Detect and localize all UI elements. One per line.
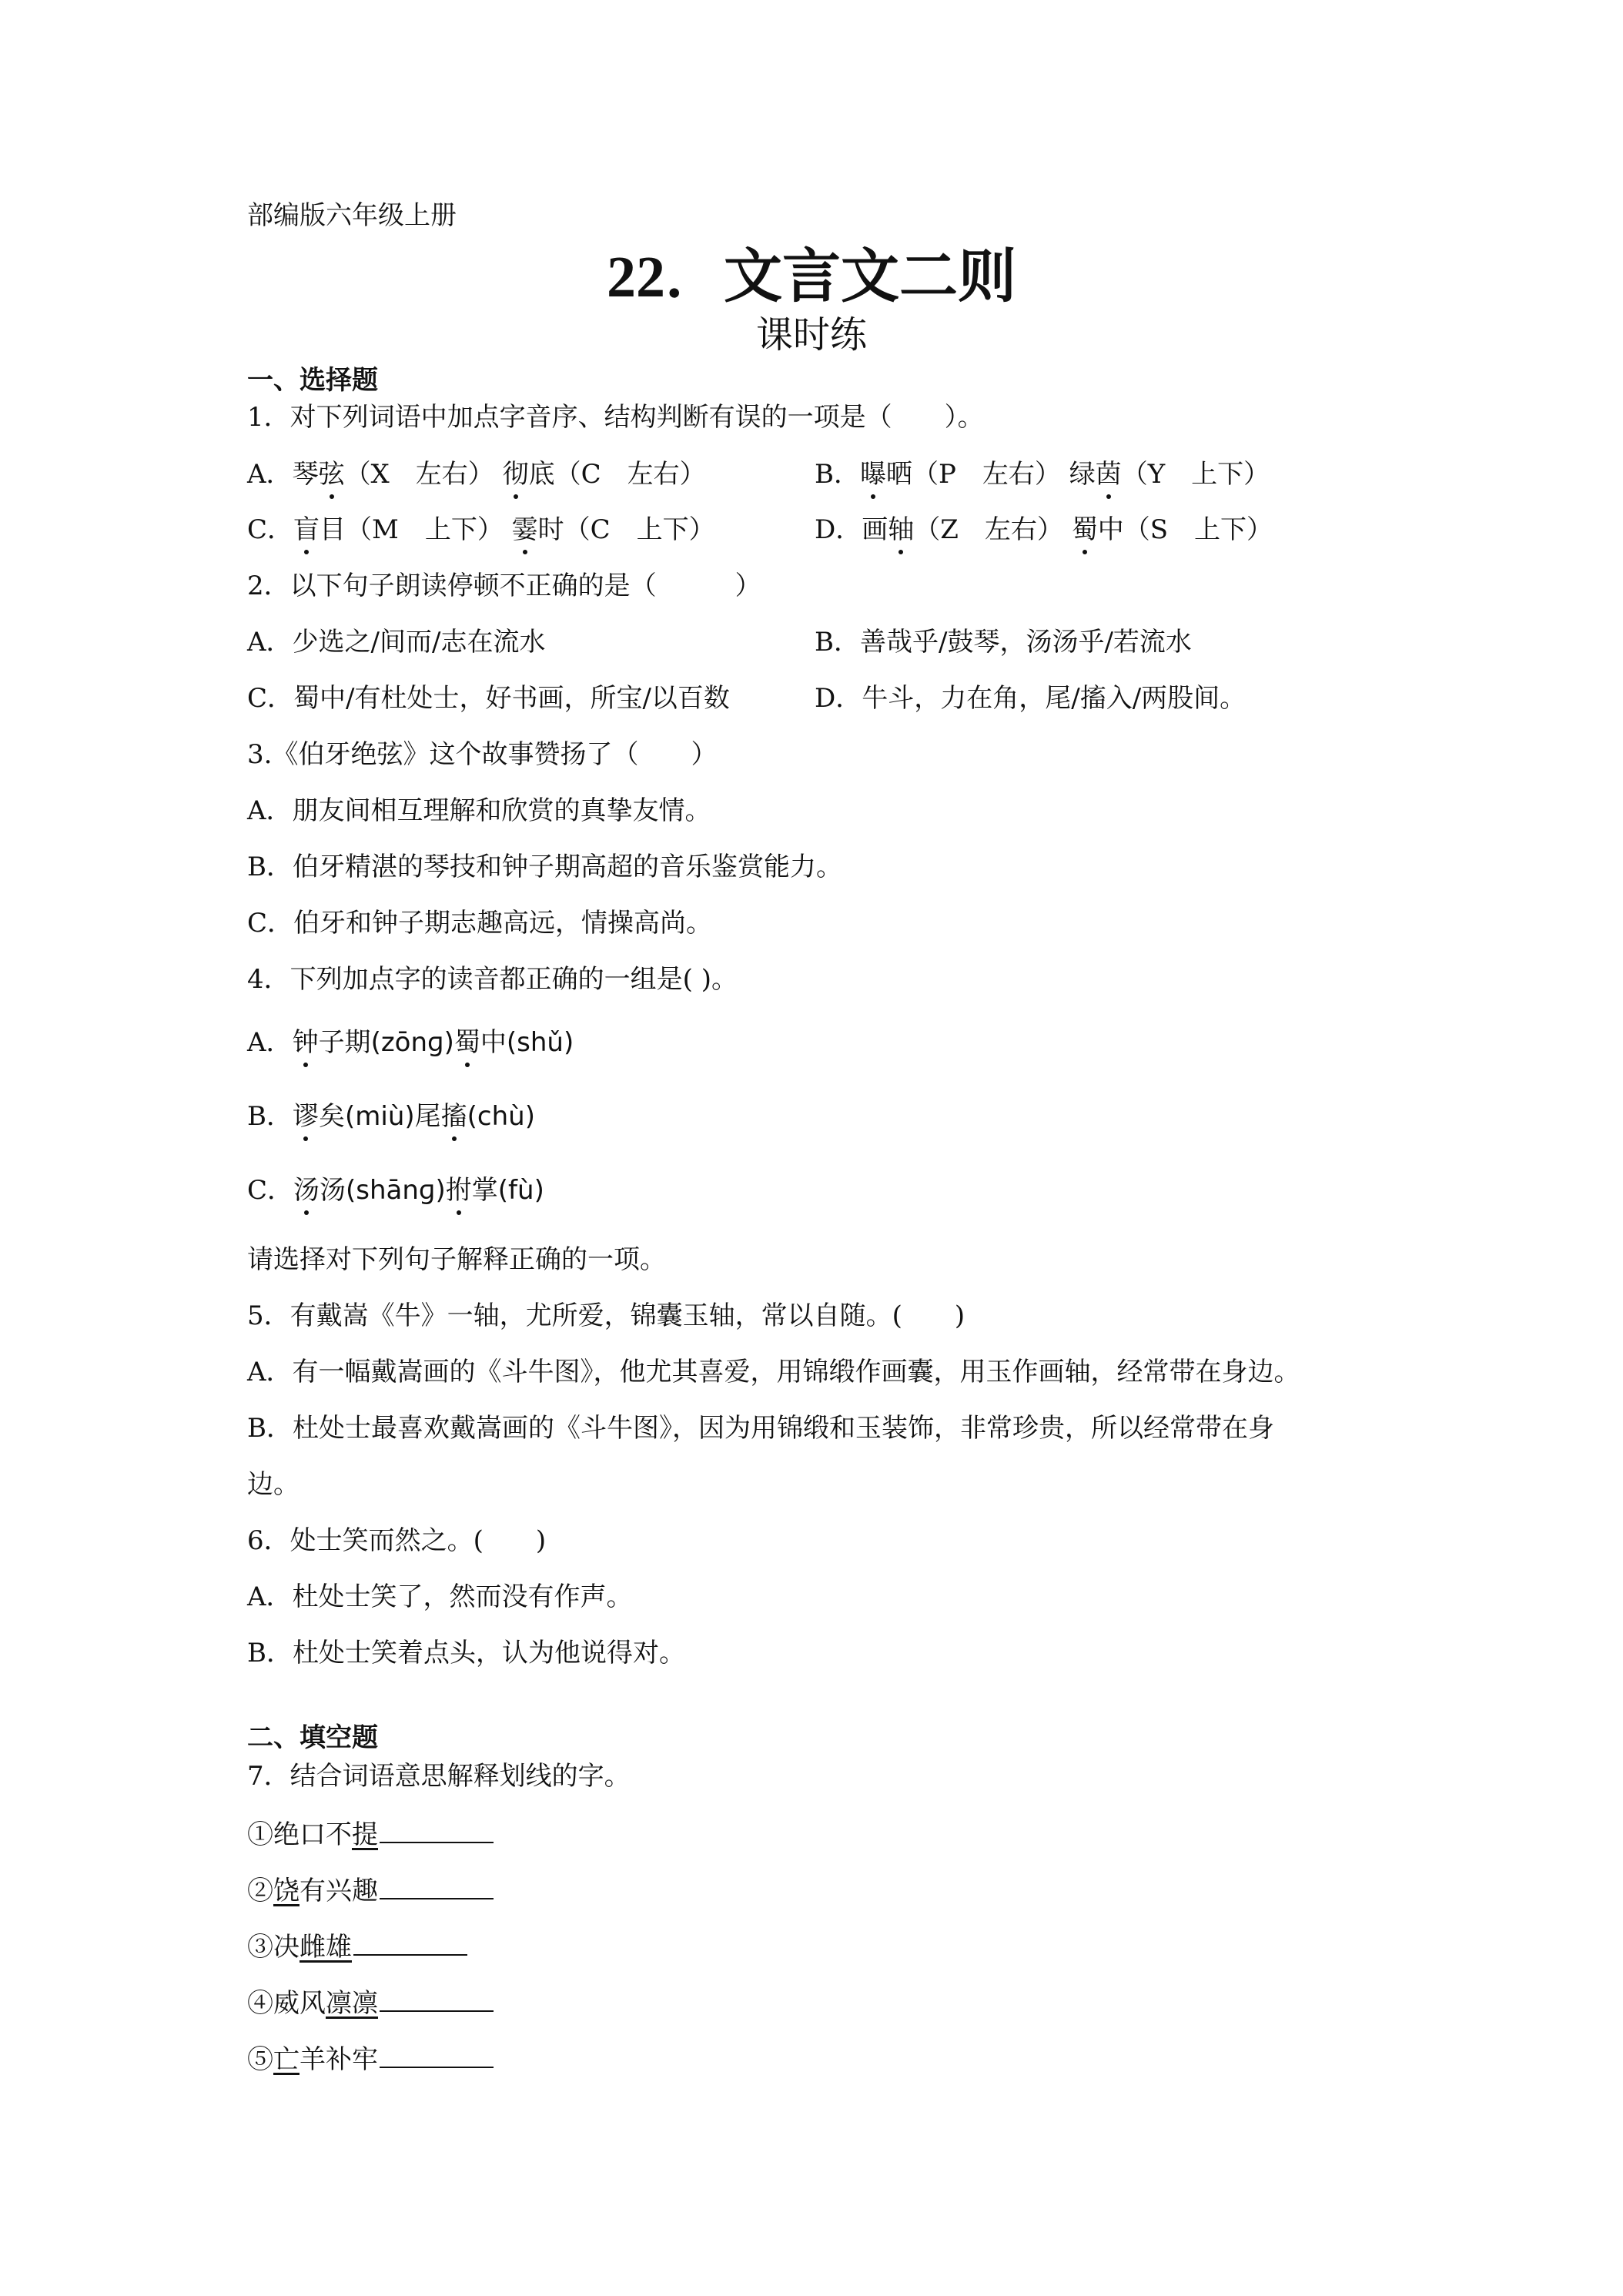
section-heading-fill: 二、填空题 (247, 1722, 378, 1753)
question-4-option-c: C．汤汤(shānɡ)拊掌(fù) (247, 1175, 544, 1206)
question-1-option-a: A．琴弦（X 左右） 彻底（C 左右） (247, 459, 706, 490)
question-1-option-d: D．画轴（Z 左右） 蜀中（S 上下） (815, 514, 1273, 545)
grade-label: 部编版六年级上册 (247, 200, 457, 231)
question-2-option-d: D．牛斗，力在角，尾/搐入/两股间。 (815, 683, 1247, 714)
question-2-stem: 2．以下句子朗读停顿不正确的是（ ） (247, 571, 761, 601)
answer-blank[interactable] (380, 2040, 494, 2068)
question-6-stem: 6．处士笑而然之。( ) (247, 1525, 547, 1556)
question-2-option-a: A．少选之/间而/志在流水 (247, 627, 546, 658)
question-7-item-1: ①绝口不提 (247, 1816, 494, 1852)
question-6-option-b: B．杜处士笑着点头，认为他说得对。 (247, 1638, 685, 1668)
question-1-option-b: B．曝晒（P 左右） 绿茵（Y 上下） (815, 459, 1270, 490)
question-7-stem: 7．结合词语意思解释划线的字。 (247, 1761, 631, 1792)
question-2-option-b: B．善哉乎/鼓琴，汤汤乎/若流水 (815, 627, 1192, 658)
question-4-stem: 4．下列加点字的读音都正确的一组是( )。 (247, 964, 738, 995)
question-3-option-b: B．伯牙精湛的琴技和钟子期高超的音乐鉴赏能力。 (247, 852, 842, 882)
question-7-item-3: ③决雌雄 (247, 1928, 467, 1964)
question-1-stem: 1．对下列词语中加点字音序、结构判断有误的一项是（ ）。 (247, 402, 984, 433)
answer-blank[interactable] (380, 1816, 494, 1843)
question-7-item-2: ②饶有兴趣 (247, 1872, 494, 1908)
question-7-item-4: ④威风凛凛 (247, 1984, 494, 2020)
page-title: 22．文言文二则 (607, 245, 1016, 310)
page-subtitle: 课时练 (755, 313, 867, 356)
question-3-option-a: A．朋友间相互理解和欣赏的真挚友情。 (247, 795, 711, 826)
question-3-option-c: C．伯牙和钟子期志趣高远，情操高尚。 (247, 908, 713, 939)
question-1-option-c: C．盲目（M 上下） 霎时（C 上下） (247, 514, 715, 545)
question-5-option-a: A．有一幅戴嵩画的《斗牛图》，他尤其喜爱，用锦缎作画囊，用玉作画轴，经常带在身边。 (247, 1357, 1300, 1387)
question-6-option-a: A．杜处士笑了，然而没有作声。 (247, 1581, 633, 1612)
question-5-option-b-line2: 边。 (247, 1469, 300, 1500)
question-4-option-a: A．钟子期(zōnɡ)蜀中(shǔ) (247, 1027, 574, 1058)
question-2-option-c: C．蜀中/有杜处士，好书画，所宝/以百数 (247, 683, 730, 714)
answer-blank[interactable] (380, 1872, 494, 1899)
instruction-text: 请选择对下列句子解释正确的一项。 (247, 1244, 666, 1275)
section-heading-choice: 一、选择题 (247, 365, 378, 396)
answer-blank[interactable] (353, 1928, 467, 1956)
question-3-stem: 3.《伯牙绝弦》这个故事赞扬了（ ） (247, 739, 718, 770)
question-7-item-5: ⑤亡羊补牢 (247, 2040, 494, 2077)
question-4-option-b: B．谬矣(miù)尾搐(chù) (247, 1101, 535, 1132)
question-5-stem: 5．有戴嵩《牛》一轴，尤所爱，锦囊玉轴，常以自随。( ) (247, 1300, 965, 1331)
question-5-option-b-line1: B．杜处士最喜欢戴嵩画的《斗牛图》，因为用锦缎和玉装饰，非常珍贵，所以经常带在身 (247, 1413, 1274, 1444)
answer-blank[interactable] (380, 1984, 494, 2012)
